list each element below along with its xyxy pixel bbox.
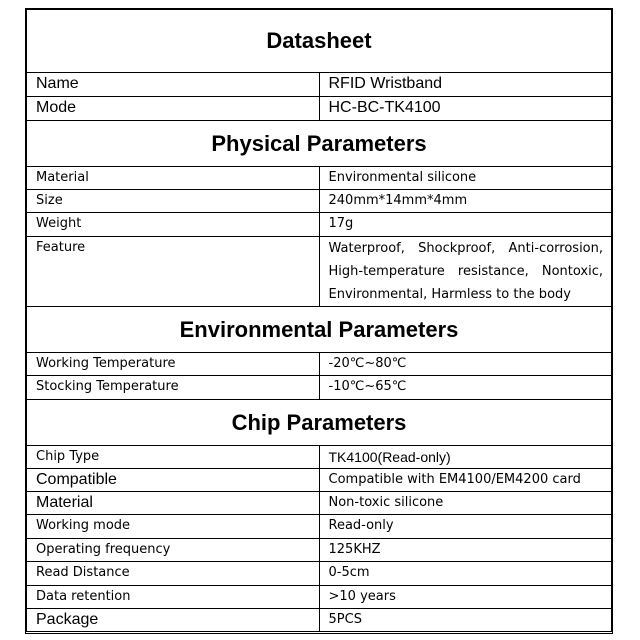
table-row: [27, 492, 612, 515]
row-value: Environmental silicone: [319, 167, 612, 190]
table-row: [27, 213, 612, 237]
spec-table: [26, 9, 612, 632]
section-heading-row: [27, 121, 612, 167]
row-label: Name: [27, 73, 320, 97]
title-row: [27, 10, 612, 73]
table-row: [27, 167, 612, 190]
row-value: HC-BC-TK4100: [319, 97, 612, 121]
section-heading-row: [27, 400, 612, 446]
row-label: Data retention: [27, 586, 320, 609]
row-label: Weight: [27, 213, 320, 237]
row-value: 5PCS: [319, 609, 612, 632]
table-row: [27, 353, 612, 376]
row-value: TK4100(Read-only): [319, 446, 612, 469]
row-label: Compatible: [27, 469, 320, 492]
row-value: 125KHZ: [319, 539, 612, 562]
row-label: Chip Type: [27, 446, 320, 469]
physical-parameters-heading: Physical Parameters: [27, 121, 612, 167]
datasheet-title: Datasheet: [27, 10, 612, 73]
table-row: [27, 515, 612, 539]
table-row: [27, 562, 612, 586]
table-row: [27, 73, 612, 97]
table-row: [27, 97, 612, 121]
table-row: [27, 469, 612, 492]
table-row: [27, 586, 612, 609]
table-row: [27, 609, 612, 632]
row-label: Package: [27, 609, 320, 632]
datasheet-table: [25, 8, 613, 634]
row-value: Compatible with EM4100/EM4200 card: [319, 469, 612, 492]
row-value: -10℃~65℃: [319, 376, 612, 400]
section-heading-row: [27, 307, 612, 353]
row-label: Size: [27, 190, 320, 213]
environmental-parameters-heading: Environmental Parameters: [27, 307, 612, 353]
row-label: Read Distance: [27, 562, 320, 586]
row-label: Operating frequency: [27, 539, 320, 562]
row-value: -20℃~80℃: [319, 353, 612, 376]
row-value: >10 years: [319, 586, 612, 609]
chip-parameters-heading: Chip Parameters: [27, 400, 612, 446]
row-value: 17g: [319, 213, 612, 237]
row-value: 240mm*14mm*4mm: [319, 190, 612, 213]
row-label: Material: [27, 167, 320, 190]
row-label: Mode: [27, 97, 320, 121]
row-value: Non-toxic silicone: [319, 492, 612, 515]
row-label: Working mode: [27, 515, 320, 539]
row-label: Stocking Temperature: [27, 376, 320, 400]
row-value: Read-only: [319, 515, 612, 539]
table-row: [27, 446, 612, 469]
row-value: RFID Wristband: [319, 73, 612, 97]
row-label: Working Temperature: [27, 353, 320, 376]
table-row: [27, 539, 612, 562]
row-value: Waterproof, Shockproof, Anti-corrosion, High-temperature resistance, Nontoxic, Environmental, Harmless to the body: [319, 237, 612, 307]
row-value: 0-5cm: [319, 562, 612, 586]
row-label: Feature: [27, 237, 320, 307]
table-row: [27, 190, 612, 213]
table-row: [27, 376, 612, 400]
table-row: [27, 237, 612, 307]
row-label: Material: [27, 492, 320, 515]
